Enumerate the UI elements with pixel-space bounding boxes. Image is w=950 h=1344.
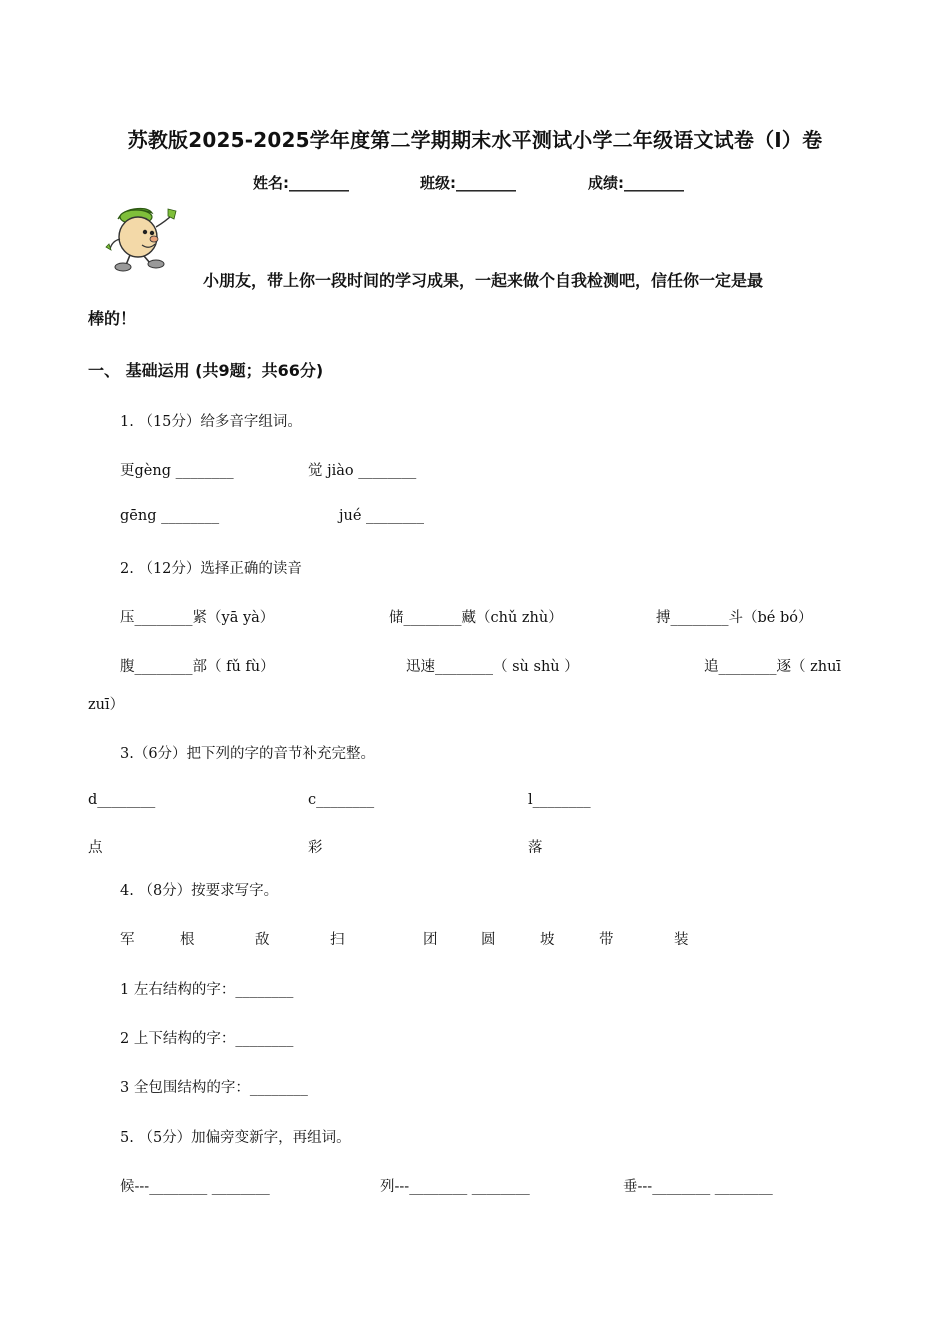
class-field-label: 班级:________ [420, 174, 516, 192]
q2-item-d: 腹________部（ fǔ fù） [120, 659, 275, 675]
q1-item-a: 更gèng ________ [120, 463, 234, 479]
q5-item-b: 列---________ ________ [380, 1179, 530, 1195]
question-3-prompt: 3.（6分）把下列的字的音节补充完整。 [120, 746, 376, 762]
q1-item-d: jué ________ [339, 508, 425, 524]
score-field-label: 成绩:________ [588, 174, 684, 192]
q4-char-1: 军 [120, 932, 135, 948]
question-2-prompt: 2. （12分）选择正确的读音 [120, 561, 302, 577]
intro-line-2: 棒的！ [88, 309, 137, 328]
intro-line-1: 小朋友，带上你一段时间的学习成果，一起来做个自我检测吧，信任你一定是最 [203, 271, 764, 290]
q4-char-9: 装 [674, 932, 689, 948]
q3-item-b: c________ [308, 792, 375, 808]
q4-line-3: 3 全包围结构的字：________ [120, 1080, 308, 1096]
q5-item-a: 候---________ ________ [120, 1179, 270, 1195]
q2-item-c: 搏________斗（bé bó） [656, 610, 813, 626]
section-heading-basics: 一、 基础运用 (共9题；共66分) [88, 361, 324, 380]
q3-item-c: l________ [528, 792, 591, 808]
q4-char-5: 团 [423, 932, 438, 948]
question-4-prompt: 4. （8分）按要求写字。 [120, 883, 279, 899]
q5-item-c: 垂---________ ________ [623, 1179, 773, 1195]
question-5-prompt: 5. （5分）加偏旁变新字，再组词。 [120, 1130, 351, 1146]
cartoon-mascot-icon [104, 203, 192, 273]
q4-char-7: 坡 [540, 932, 555, 948]
q4-char-3: 敌 [255, 932, 270, 948]
page-title: 苏教版2025-2025学年度第二学期期末水平测试小学二年级语文试卷（I）卷 [127, 128, 823, 152]
q3-item-a: d________ [88, 792, 156, 808]
q2-item-b: 储________藏（chǔ zhù） [389, 610, 563, 626]
q3-char-c: 落 [528, 840, 543, 856]
q4-line-1: 1 左右结构的字：________ [120, 982, 294, 998]
q1-item-c: gēng ________ [120, 508, 220, 524]
q4-line-2: 2 上下结构的字：________ [120, 1031, 294, 1047]
q3-char-b: 彩 [308, 840, 323, 856]
q4-char-6: 圆 [481, 932, 496, 948]
q2-item-g: zuī） [88, 697, 125, 713]
q2-item-e: 迅速________（ sù shù ） [406, 659, 579, 675]
question-1-prompt: 1. （15分）给多音字组词。 [120, 414, 302, 430]
name-field-label: 姓名:________ [253, 174, 349, 192]
q4-char-2: 根 [180, 932, 195, 948]
q4-char-4: 扫 [330, 932, 345, 948]
q4-char-8: 带 [599, 932, 614, 948]
q1-item-b: 觉 jiào ________ [308, 463, 417, 479]
q2-item-a: 压________紧（yā yà） [120, 610, 275, 626]
q2-item-f: 追________逐（ zhuī [704, 659, 842, 675]
q3-char-a: 点 [88, 840, 103, 856]
